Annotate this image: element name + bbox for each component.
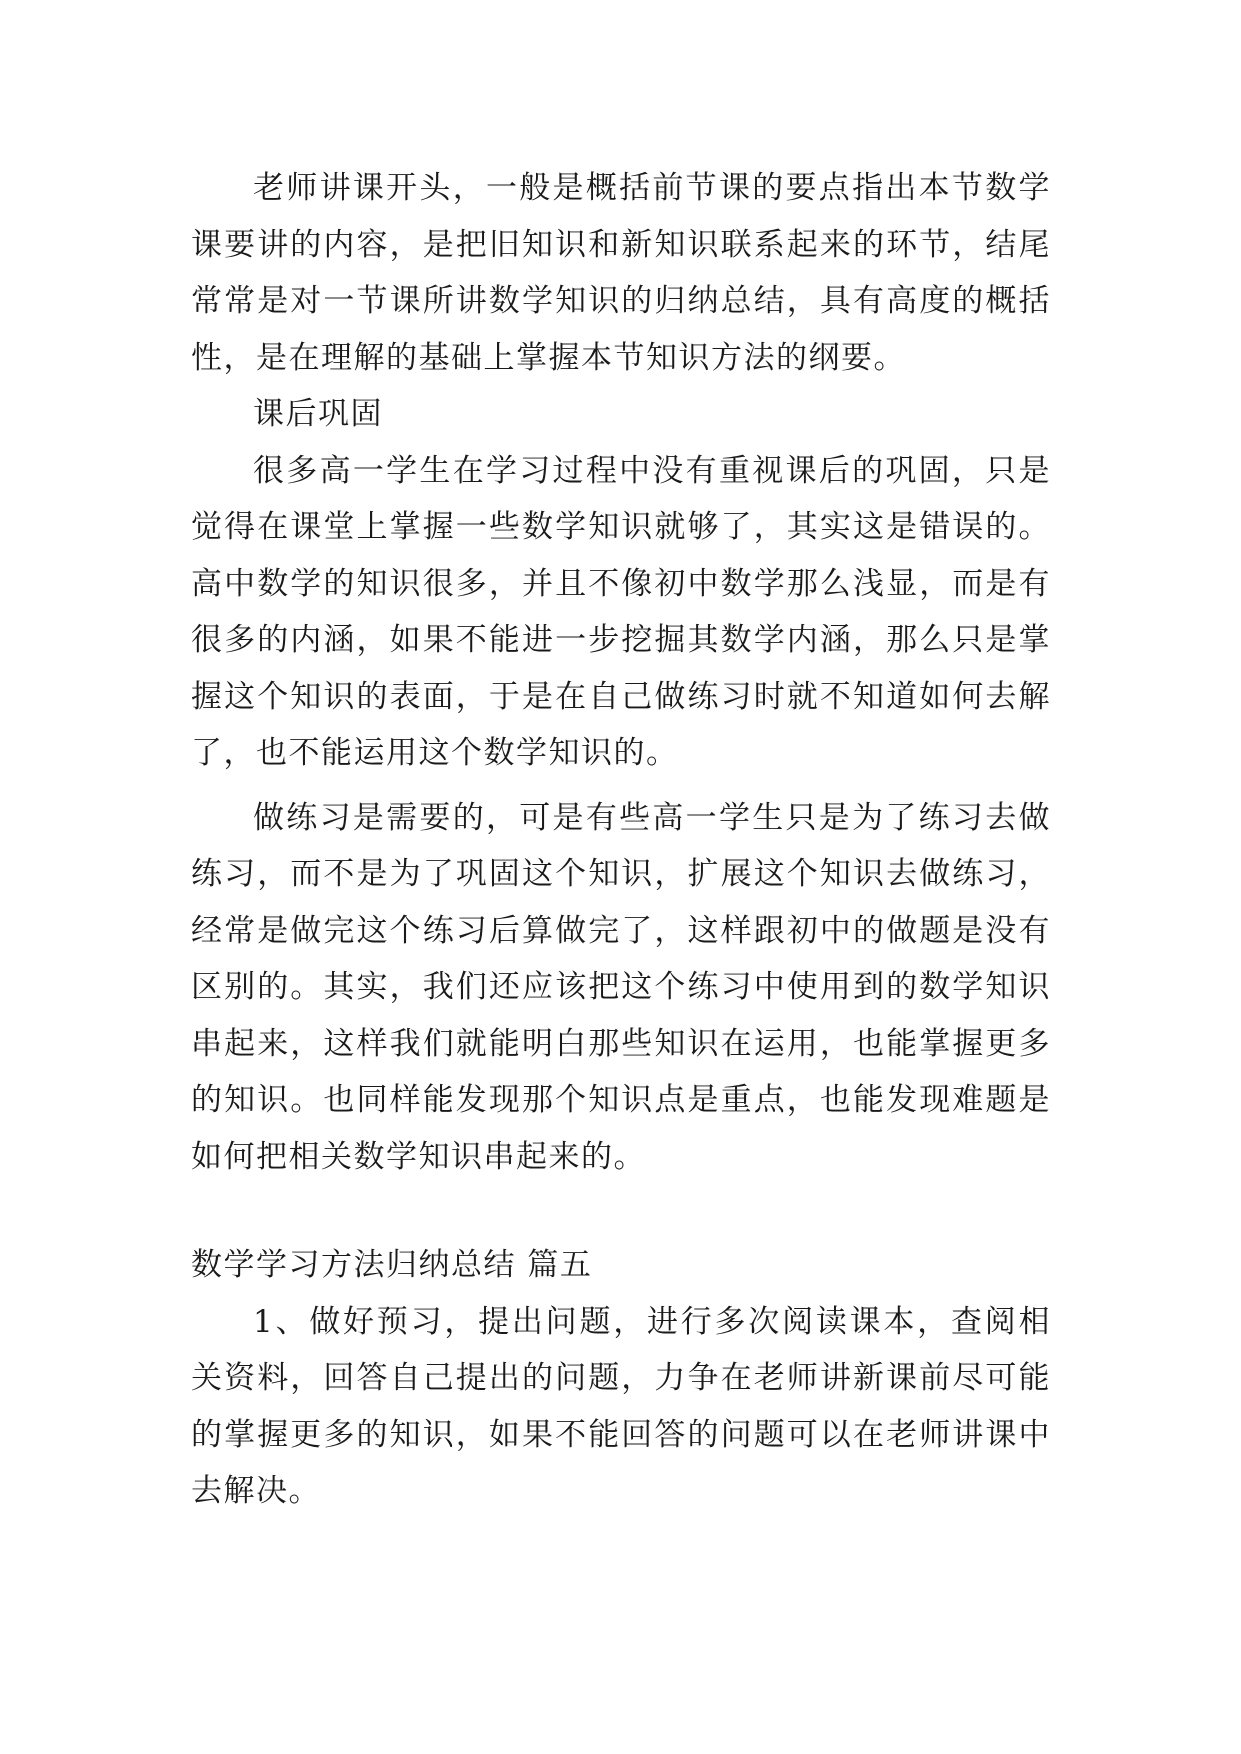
subheading-review: 课后巩固 — [253, 396, 383, 432]
paragraph-practice: 做练习是需要的，可是有些高一学生只是为了练习去做练习，而不是为了巩固这个知识，扩展这个知识去做练习，经常是做完这个练习后算做完了，这样跟初中的做题是没有区别的。其实，我们还应该把这个练习中使用到的数学知识串起来，这样我们就能明白那些知识在运用，也能掌握更多的知识。也同样能发现那个知识点是重点，也能发现难题是如何把相关数学知识串起来的。 — [191, 799, 1051, 1175]
paragraph-review: 很多高一学生在学习过程中没有重视课后的巩固，只是觉得在课堂上掌握一些数学知识就够了，其实这是错误的。高中数学的知识很多，并且不像初中数学那么浅显，而是有很多的内涵，如果不能进一步挖掘其数学内涵，那么只是掌握这个知识的表面，于是在自己做练习时就不知道如何去解了，也不能运用这个数学知识的。 — [191, 452, 1051, 771]
paragraph-lecture-summary: 老师讲课开头，一般是概括前节课的要点指出本节数学课要讲的内容，是把旧知识和新知识联系起来的环节，结尾常常是对一节课所讲数学知识的归纳总结，具有高度的概括性，是在理解的基础上掌握本节知识方法的纲要。 — [191, 170, 1051, 376]
document-body — [191, 160, 1051, 1520]
section-title: 数学学习方法归纳总结 篇五 — [191, 1247, 593, 1283]
paragraph-preview: 1、做好预习，提出问题，进行多次阅读课本，查阅相关资料，回答自己提出的问题，力争在老师讲新课前尽可能的掌握更多的知识，如果不能回答的问题可以在老师讲课中去解决。 — [191, 1303, 1051, 1509]
